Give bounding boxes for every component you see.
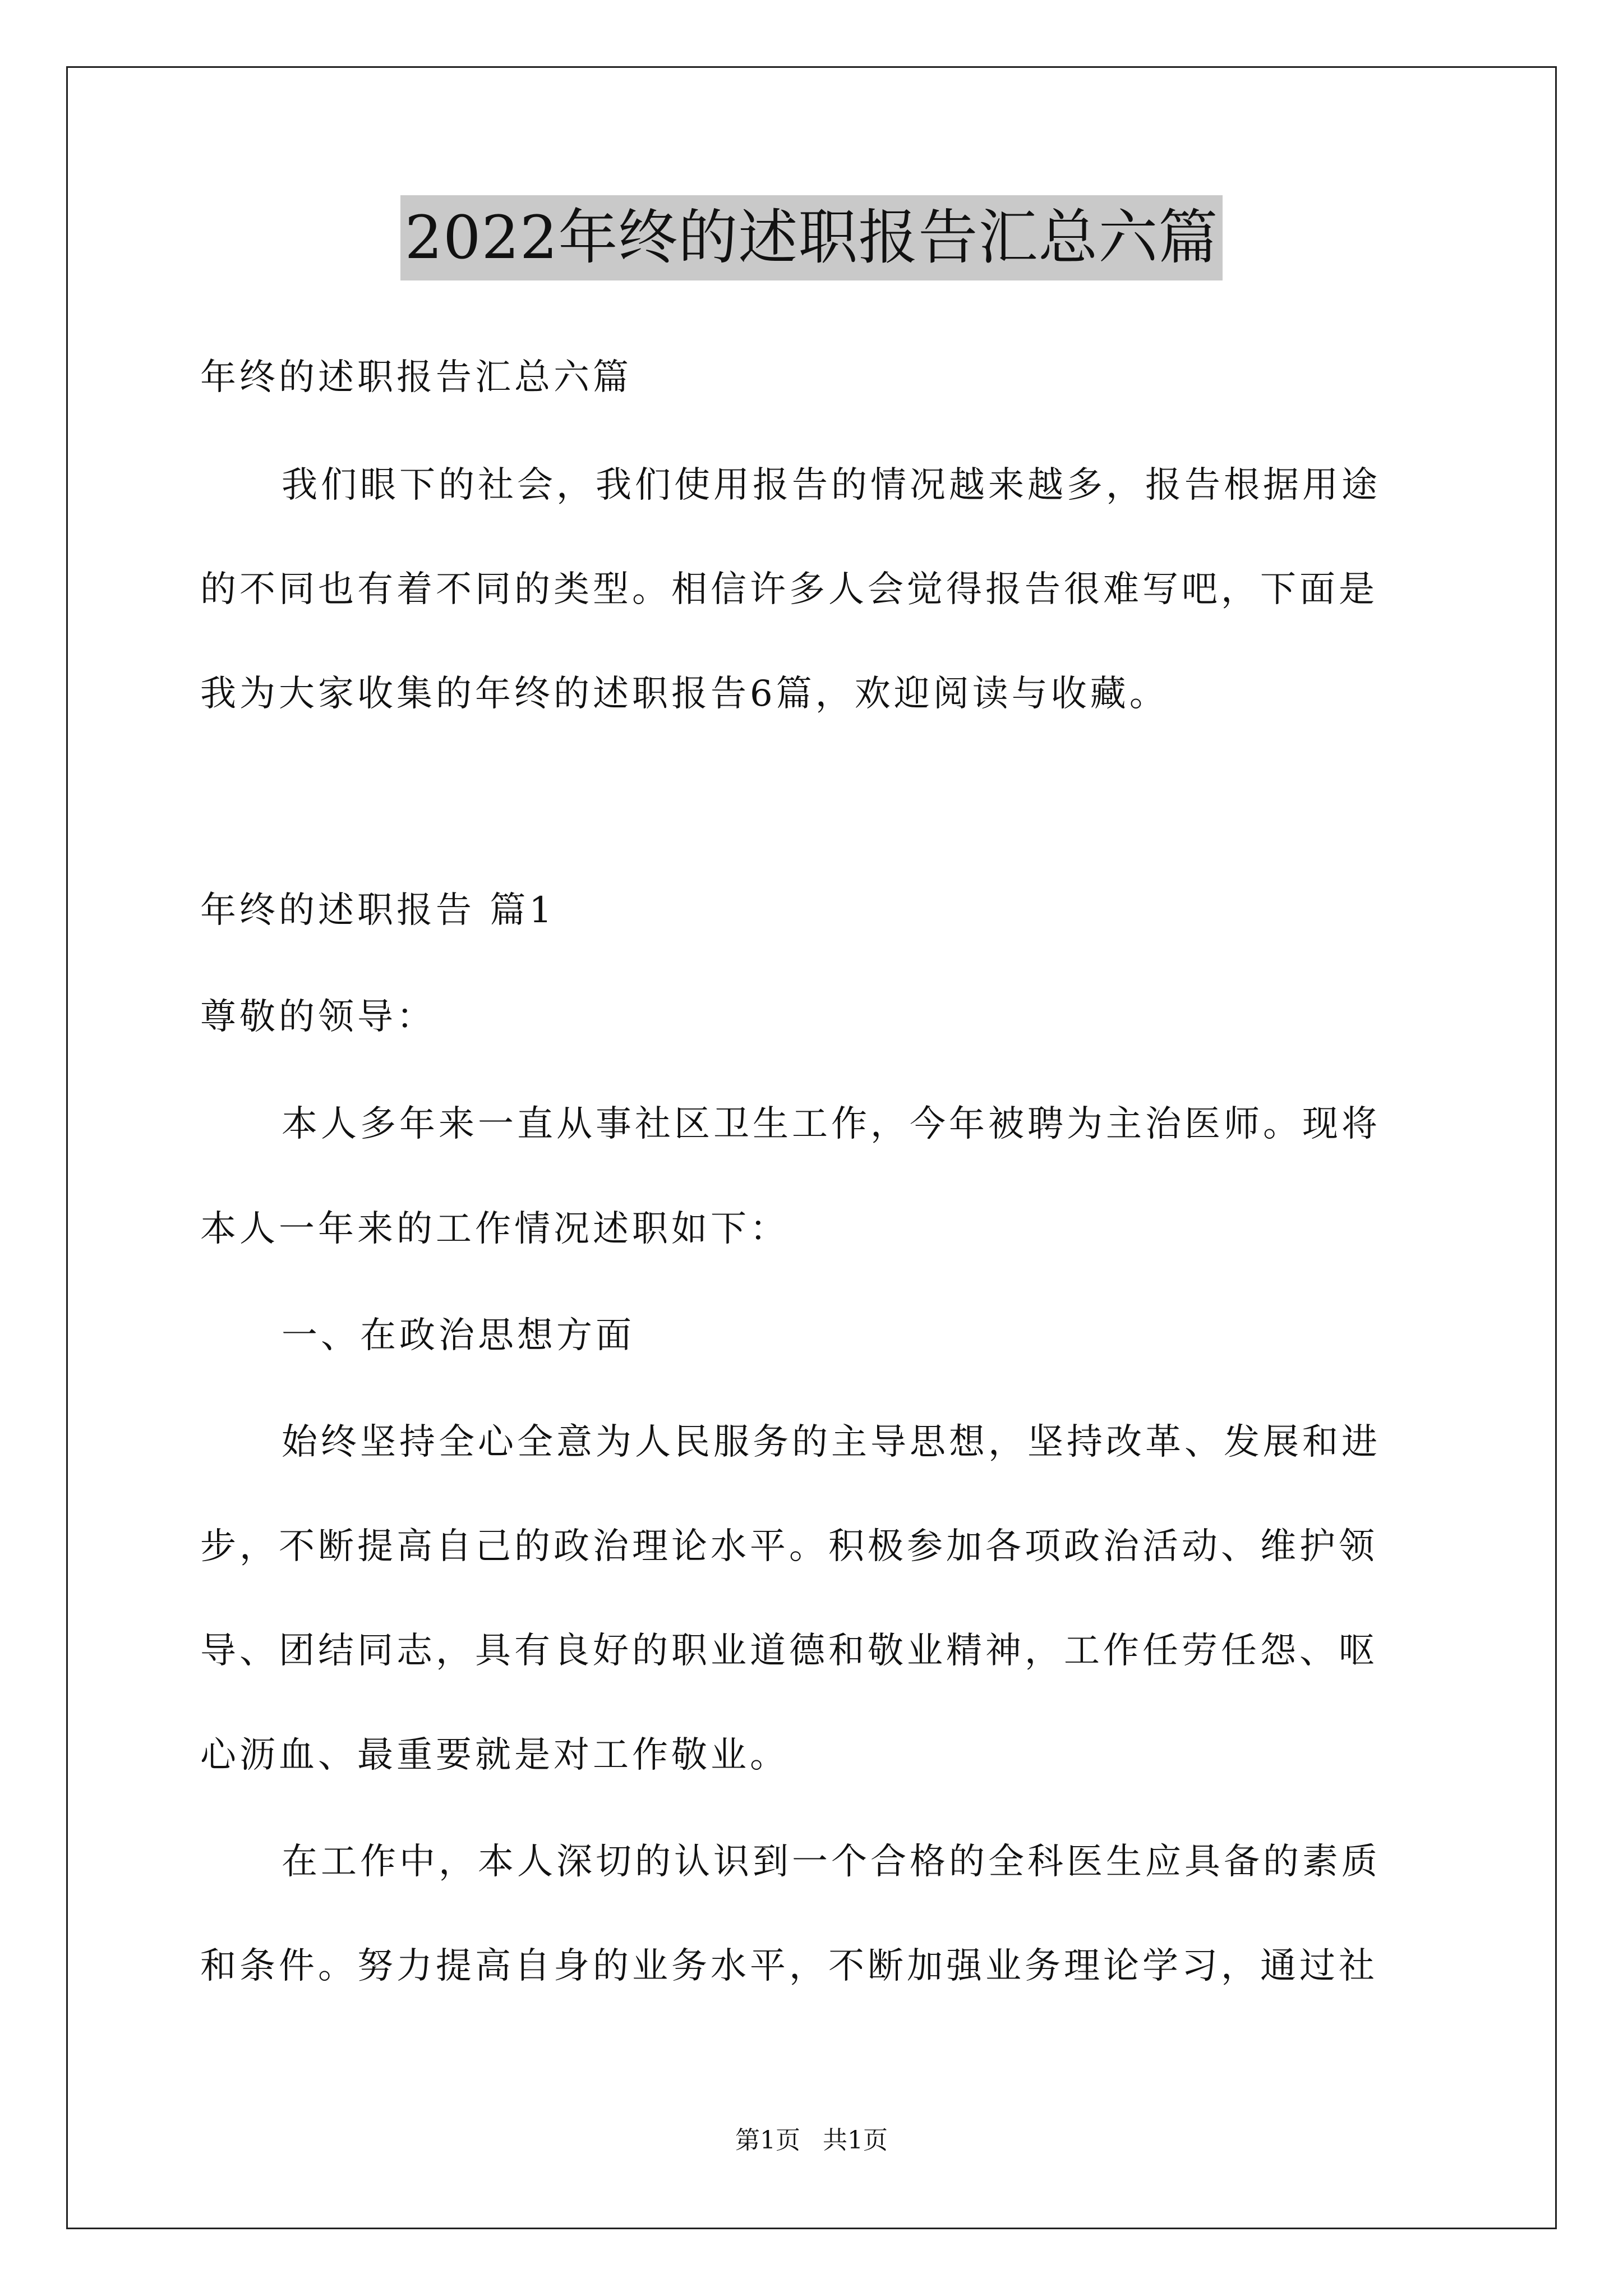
salutation: 尊敬的领导：: [200, 996, 436, 1038]
paragraph-2-line-3: 导、团结同志，具有良好的职业道德和敬业精神，工作任劳任怨、呕: [200, 1630, 1378, 1672]
page-number: 第1页: [735, 2126, 800, 2155]
paragraph-2-line-2: 步，不断提高自己的政治理论水平。积极参加各项政治活动、维护领: [200, 1526, 1378, 1567]
paragraph-1-line-2: 本人一年来的工作情况述职如下：: [200, 1208, 789, 1250]
intro-line-3: 我为大家收集的年终的述职报告6篇，欢迎阅读与收藏。: [200, 673, 1169, 715]
paragraph-2-line-1: 始终坚持全心全意为人民服务的主导思想，坚持改革、发展和进: [282, 1421, 1381, 1463]
intro-line-2: 的不同也有着不同的类型。相信许多人会觉得报告很难写吧，下面是: [200, 569, 1378, 610]
subtitle: 年终的述职报告汇总六篇: [200, 357, 632, 398]
paragraph-3-line-2: 和条件。努力提高自身的业务水平，不断加强业务理论学习，通过社: [200, 1945, 1378, 1987]
heading-1: 一、在政治思想方面: [282, 1315, 635, 1356]
paragraph-3-line-1: 在工作中，本人深切的认识到一个合格的全科医生应具备的素质: [282, 1841, 1381, 1883]
section-heading: 年终的述职报告 篇1: [200, 890, 556, 931]
page-total: 共1页: [823, 2126, 888, 2155]
intro-line-1: 我们眼下的社会，我们使用报告的情况越来越多，报告根据用途: [282, 464, 1381, 506]
title-container: [0, 195, 1623, 280]
page-footer: [0, 2124, 1623, 2157]
paragraph-2-line-4: 心沥血、最重要就是对工作敬业。: [200, 1734, 789, 1776]
document-title: 2022年终的述职报告汇总六篇: [400, 195, 1223, 280]
paragraph-1-line-1: 本人多年来一直从事社区卫生工作，今年被聘为主治医师。现将: [282, 1103, 1381, 1145]
